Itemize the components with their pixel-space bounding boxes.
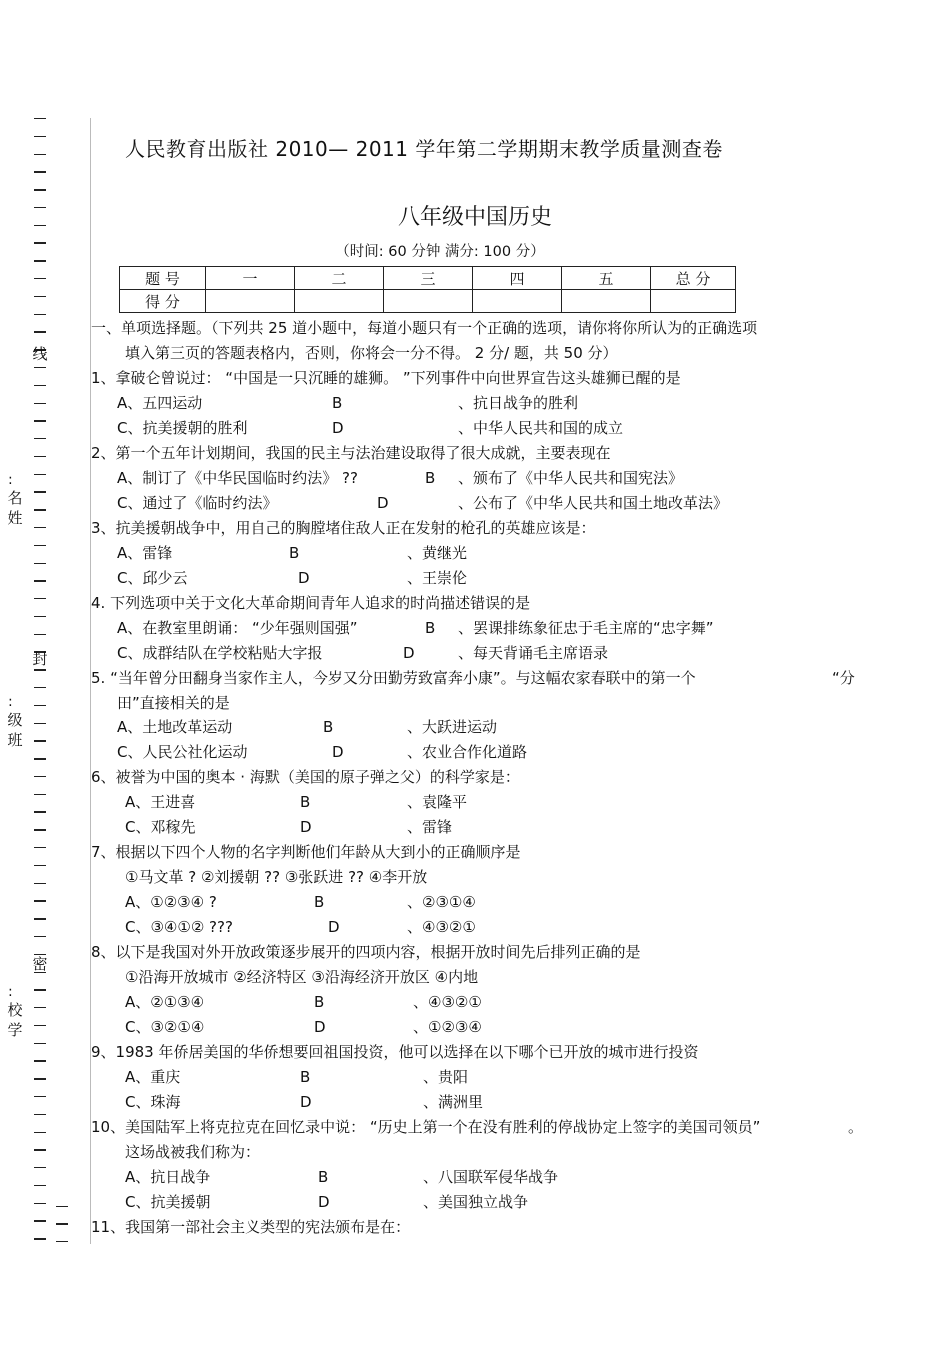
binding-dash <box>34 331 46 332</box>
binding-dash-column <box>34 118 46 1256</box>
q8-option-d-letter: D <box>314 1018 326 1036</box>
binding-dash <box>34 403 46 404</box>
time-score-info: （时间: 60 分钟 满分: 100 分） <box>335 244 545 260</box>
binding-dash <box>34 829 46 830</box>
score-table <box>119 266 736 313</box>
q7-items: ①马文革 ? ②刘援朝 ?? ③张跃进 ?? ④李开放 <box>125 868 428 886</box>
q1-option-d-letter: D <box>332 419 344 437</box>
score-input-cell[interactable] <box>651 290 736 313</box>
binding-dash <box>34 136 46 137</box>
q8-option-c: C、③②①④ <box>125 1018 205 1036</box>
binding-dash <box>34 740 46 741</box>
binding-dash <box>34 118 46 119</box>
binding-dash <box>34 723 46 724</box>
q10-option-b-letter: B <box>318 1168 329 1186</box>
binding-dash <box>34 296 46 297</box>
q4-option-d: 、每天背诵毛主席语录 <box>458 644 609 662</box>
q2-option-b-letter: B <box>425 469 436 487</box>
q3-option-b: 、黄继光 <box>407 544 468 562</box>
binding-bottom-dashes <box>56 1206 68 1258</box>
question-7-stem: 7、根据以下四个人物的名字判断他们年龄从大到小的正确顺序是 <box>91 843 521 861</box>
q5-option-b-letter: B <box>323 718 334 736</box>
binding-dash <box>34 189 46 190</box>
q9-option-b: 、贵阳 <box>423 1068 469 1086</box>
q2-option-d: 、公布了《中华人民共和国土地改革法》 <box>458 494 729 512</box>
q10-option-a: A、抗日战争 <box>125 1168 211 1186</box>
binding-dash <box>34 1132 46 1133</box>
binding-dash <box>34 669 46 670</box>
score-cell: 得 分 <box>120 290 206 313</box>
q7-option-d: 、④③②① <box>407 918 476 936</box>
question-3-stem: 3、抗美援朝战争中，用自己的胸膛堵住敌人正在发射的枪孔的英雄应该是： <box>91 519 596 537</box>
score-cell: 题 号 <box>120 267 206 290</box>
binding-dash <box>34 1220 46 1221</box>
q3-option-d: 、王崇伦 <box>407 569 468 587</box>
q1-option-a: A、五四运动 <box>117 394 203 412</box>
q9-option-a: A、重庆 <box>125 1068 181 1086</box>
q9-option-d-letter: D <box>300 1093 312 1111</box>
binding-dash <box>34 474 46 475</box>
q3-option-a: A、雷锋 <box>117 544 173 562</box>
binding-dash <box>34 634 46 635</box>
question-10-stem: 10、美国陆军上将克拉克在回忆录中说： “历史上第一个在没有胜利的停战协定上签字的美国司领员” <box>91 1118 761 1136</box>
binding-dash <box>34 171 46 172</box>
score-cell: 一 <box>206 267 295 290</box>
binding-dash <box>34 811 46 812</box>
q8-option-b: 、④③②① <box>413 993 482 1011</box>
binding-dash <box>34 1078 46 1079</box>
q4-option-b: 、罢课排练象征忠于毛主席的“忠字舞” <box>458 619 714 637</box>
q4-option-b-letter: B <box>425 619 436 637</box>
binding-dash <box>34 758 46 759</box>
binding-label-xian: 线 <box>32 345 48 363</box>
binding-dash <box>34 491 46 492</box>
q8-option-a: A、②①③④ <box>125 993 205 1011</box>
school-label: 校学 <box>7 1001 23 1039</box>
binding-dash <box>34 900 46 901</box>
score-input-cell[interactable] <box>384 290 473 313</box>
q5-option-d-letter: D <box>332 743 344 761</box>
binding-dash <box>34 385 46 386</box>
binding-dash <box>34 154 46 155</box>
question-5-stem-tail: “分 <box>832 669 855 687</box>
binding-dash <box>34 545 46 546</box>
q7-option-a: A、①②③④ ? <box>125 893 217 911</box>
q6-option-d-letter: D <box>300 818 312 836</box>
binding-dash <box>34 1096 46 1097</box>
q2-option-c: C、通过了《临时约法》 <box>117 494 278 512</box>
binding-dash <box>34 527 46 528</box>
binding-dash <box>34 367 46 368</box>
q5-option-d: 、农业合作化道路 <box>407 743 528 761</box>
score-table-header-row <box>120 267 736 290</box>
q5-option-b: 、大跃进运动 <box>407 718 498 736</box>
question-9-stem: 9、1983 年侨居美国的华侨想要回祖国投资，他可以选择在以下哪个已开放的城市进行投资 <box>91 1043 699 1061</box>
score-input-cell[interactable] <box>295 290 384 313</box>
binding-dash <box>34 794 46 795</box>
q2-option-a: A、制订了《中华民国临时约法》 ?? <box>117 469 358 487</box>
binding-dash <box>34 563 46 564</box>
question-2-stem: 2、第一个五年计划期间，我国的民主与法治建设取得了很大成就，主要表现在 <box>91 444 611 462</box>
binding-dash <box>34 1043 46 1044</box>
q8-option-d: 、①②③④ <box>413 1018 482 1036</box>
exam-header-title: 人民教育出版社 2010— 2011 学年第二学期期末教学质量测查卷 <box>125 137 723 161</box>
class-colon: : <box>8 694 13 710</box>
q7-option-b-letter: B <box>314 893 325 911</box>
q5-option-c: C、人民公社化运动 <box>117 743 248 761</box>
binding-dash <box>34 1060 46 1061</box>
school-colon: : <box>8 984 13 1000</box>
binding-dash <box>34 1149 46 1150</box>
q9-option-c: C、珠海 <box>125 1093 181 1111</box>
binding-label-feng: 封 <box>32 650 48 668</box>
binding-dash <box>34 918 46 919</box>
binding-dash <box>34 1167 46 1168</box>
section-instruction-line2: 填入第三页的答题表格内，否则，你将会一分不得。 2 分/ 题，共 50 分） <box>125 344 618 362</box>
binding-dash <box>34 1203 46 1204</box>
q10-option-d: 、美国独立战争 <box>423 1193 529 1211</box>
q7-option-c: C、③④①② ??? <box>125 918 233 936</box>
q6-option-b-letter: B <box>300 793 311 811</box>
question-8-stem: 8、以下是我国对外开放政策逐步展开的四项内容，根据开放时间先后排列正确的是 <box>91 943 641 961</box>
binding-dash <box>34 314 46 315</box>
q3-option-c: C、邱少云 <box>117 569 188 587</box>
q10-option-c: C、抗美援朝 <box>125 1193 211 1211</box>
binding-label-mi: 密 <box>32 955 48 973</box>
q5-option-a: A、土地改革运动 <box>117 718 233 736</box>
binding-dash <box>34 420 46 421</box>
binding-dash <box>34 278 46 279</box>
q3-option-d-letter: D <box>298 569 310 587</box>
binding-dash <box>34 687 46 688</box>
binding-dash <box>34 936 46 937</box>
score-input-cell[interactable] <box>562 290 651 313</box>
binding-dash <box>34 776 46 777</box>
name-label: 名姓 <box>7 489 23 527</box>
score-cell: 二 <box>295 267 384 290</box>
score-cell: 四 <box>473 267 562 290</box>
class-label: 级班 <box>7 711 23 749</box>
q1-option-b: 、抗日战争的胜利 <box>458 394 579 412</box>
binding-dash <box>34 865 46 866</box>
score-cell: 三 <box>384 267 473 290</box>
binding-dash <box>34 847 46 848</box>
binding-dash <box>34 456 46 457</box>
subject-title: 八年级中国历史 <box>397 205 552 230</box>
binding-dash <box>34 989 46 990</box>
binding-dash <box>34 1185 46 1186</box>
q4-option-a: A、在教室里朗诵： “少年强则国强” <box>117 619 358 637</box>
binding-dash <box>34 1025 46 1026</box>
binding-dash <box>34 438 46 439</box>
binding-dash <box>34 1114 46 1115</box>
question-10-stem-line2: 这场战被我们称为： <box>125 1143 261 1161</box>
q6-option-b: 、袁隆平 <box>407 793 468 811</box>
question-6-stem: 6、被誉为中国的奥本 · 海默（美国的原子弹之父）的科学家是： <box>91 768 520 786</box>
question-1-stem: 1、拿破仑曾说过： “中国是一只沉睡的雄狮。 ”下列事件中向世界宣告这头雄狮已醒的是 <box>91 369 681 387</box>
score-input-cell[interactable] <box>206 290 295 313</box>
binding-dash <box>34 883 46 884</box>
q8-option-b-letter: B <box>314 993 325 1011</box>
question-10-stem-tail: 。 <box>848 1118 864 1136</box>
q4-option-c: C、成群结队在学校粘贴大字报 <box>117 644 323 662</box>
binding-dash <box>34 616 46 617</box>
q1-option-c: C、抗美援朝的胜利 <box>117 419 248 437</box>
binding-dash <box>34 705 46 706</box>
question-4-stem: 4. 下列选项中关于文化大革命期间青年人追求的时尚描述错误的是 <box>91 594 531 612</box>
q3-option-b-letter: B <box>289 544 300 562</box>
q8-items: ①沿海开放城市 ②经济特区 ③沿海经济开放区 ④内地 <box>125 968 479 986</box>
q4-option-d-letter: D <box>403 644 415 662</box>
binding-dash <box>34 509 46 510</box>
q2-option-b: 、颁布了《中华人民共和国宪法》 <box>458 469 684 487</box>
q9-option-d: 、满洲里 <box>423 1093 484 1111</box>
q6-option-d: 、雷锋 <box>407 818 453 836</box>
binding-dash <box>34 1238 46 1239</box>
q9-option-b-letter: B <box>300 1068 311 1086</box>
score-input-cell[interactable] <box>473 290 562 313</box>
binding-dash <box>34 1007 46 1008</box>
q10-option-b: 、八国联军侵华战争 <box>423 1168 559 1186</box>
q7-option-b: 、②③①④ <box>407 893 476 911</box>
q1-option-d: 、中华人民共和国的成立 <box>458 419 624 437</box>
q1-option-b-letter: B <box>332 394 343 412</box>
q10-option-d-letter: D <box>318 1193 330 1211</box>
question-11-stem: 11、我国第一部社会主义类型的宪法颁布是在： <box>91 1218 411 1236</box>
score-cell: 总 分 <box>651 267 736 290</box>
q2-option-d-letter: D <box>377 494 389 512</box>
score-cell: 五 <box>562 267 651 290</box>
question-5-stem-line2: 田”直接相关的是 <box>117 694 230 712</box>
section-instruction-line1: 一、单项选择题。（下列共 25 道小题中，每道小题只有一个正确的选项，请你将你所认为的正确选项 <box>91 319 758 337</box>
binding-dash <box>34 580 46 581</box>
score-table-score-row <box>120 290 736 313</box>
binding-dash <box>34 598 46 599</box>
question-5-stem: 5. “当年曾分田翻身当家作主人，今岁又分田勤劳致富奔小康”。与这幅农家春联中的第一个 <box>91 669 696 687</box>
name-colon: : <box>8 472 13 488</box>
q6-option-a: A、王进喜 <box>125 793 196 811</box>
q6-option-c: C、邓稼先 <box>125 818 196 836</box>
q7-option-d-letter: D <box>328 918 340 936</box>
